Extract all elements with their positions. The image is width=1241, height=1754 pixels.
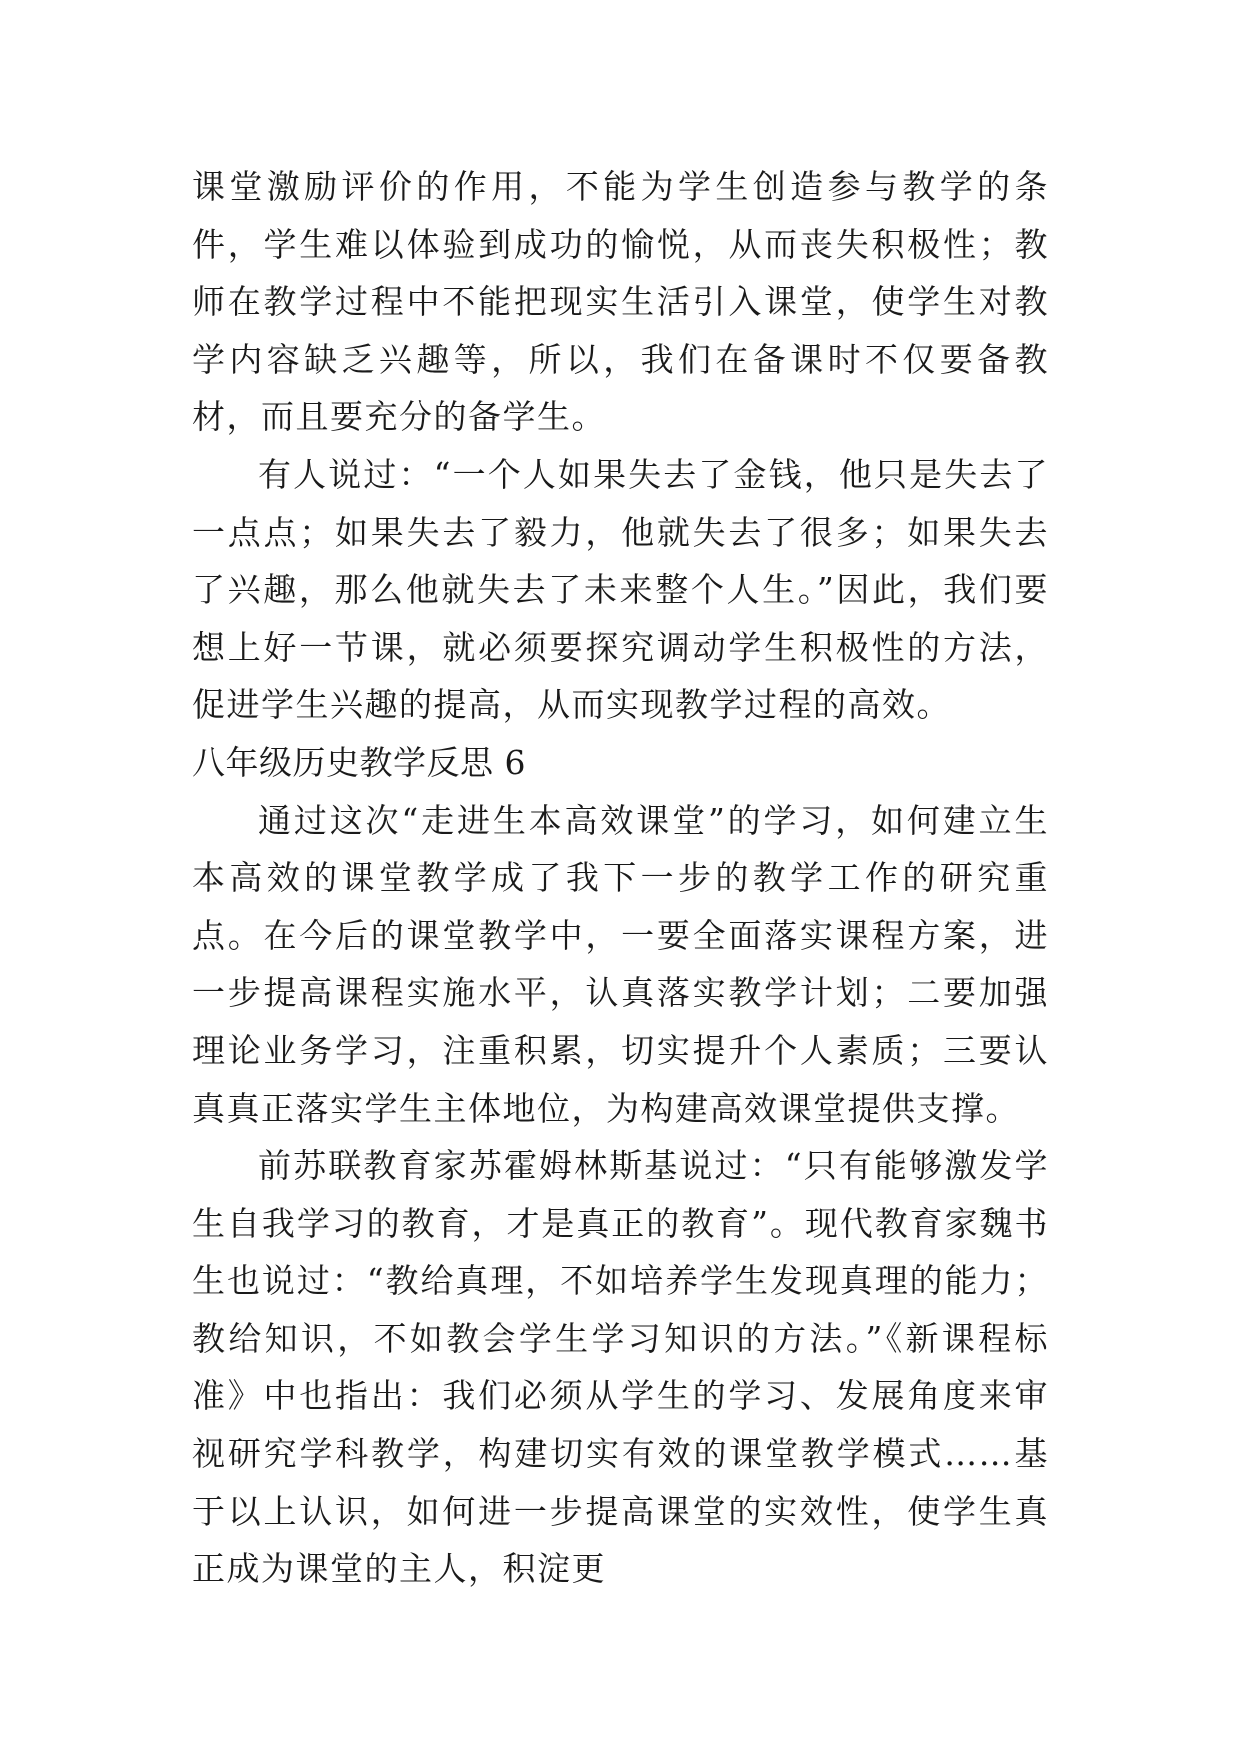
paragraph-educator-quotes: 前苏联教育家苏霍姆林斯基说过：“只有能够激发学生自我学习的教育，才是真正的教育”。现代教育家魏书生也说过：“教给真理，不如培养学生发现真理的能力；教给知识，不如教会学生学习知识的方法。”《新课程标准》中也指出：我们必须从学生的学习、发展角度来审视研究学科教学，构建切实有效的课堂教学模式……基于以上认识，如何进一步提高课堂的实效性，使学生真正成为课堂的主人，积淀更: [192, 1146, 1049, 1589]
paragraph-quote-interest: 有人说过：“一个人如果失去了金钱，他只是失去了一点点；如果失去了毅力，他就失去了很多；如果失去了兴趣，那么他就失去了未来整个人生。”因此，我们要想上好一节课，就必须要探究调动学生积极性的方法，促进学生兴趣的提高，从而实现教学过程的高效。: [192, 454, 1049, 725]
document-body: [192, 158, 1049, 1598]
paragraph-efficient-classroom: 通过这次“走进生本高效课堂”的学习，如何建立生本高效的课堂教学成了我下一步的教学工作的研究重点。在今后的课堂教学中，一要全面落实课程方案，进一步提高课程实施水平，认真落实教学计划；二要加强理论业务学习，注重积累，切实提升个人素质；三要认真真正落实学生主体地位，为构建高效课堂提供支撑。: [192, 800, 1049, 1128]
paragraph-continuation: 课堂激励评价的作用，不能为学生创造参与教学的条件，学生难以体验到成功的愉悦，从而丧失积极性；教师在教学过程中不能把现实生活引入课堂，使学生对教学内容缺乏兴趣等，所以，我们在备课时不仅要备教材，而且要充分的备学生。: [192, 167, 1049, 437]
section-heading: 八年级历史教学反思 6: [192, 742, 526, 782]
